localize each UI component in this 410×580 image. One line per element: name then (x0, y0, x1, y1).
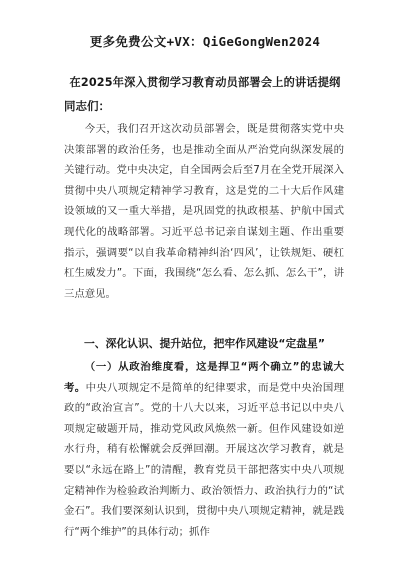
promo-header: 更多免费公文+VX：QiGeGongWen2024 (89, 34, 321, 49)
subsection-one-paragraph (64, 357, 344, 542)
intro-paragraph: 今天，我们召开这次动员部署会，既是贯彻落实党中央决策部署的政治任务，也是推动全面从严治党向纵深发展的关键行动。党中央决定，自全国两会后至7月在全党开展深入贯彻中央八项规定精神学习教育，这是党的二十大后作风建设领域的又一重大举措，是巩固党的执政根基、护航中国式现代化的战略部署。习近平总书记亲自谋划主题、作出重要指示，强调要“以自我革命精神纠治‘四风’，让铁规矩、硬杠杠生威发力”。下面，我围绕“怎么看、怎么抓、怎么干”，讲三点意见。 (64, 123, 344, 300)
salutation: 同志们： (64, 99, 110, 113)
subsection-one-heading: （一）从政治维度看，这是捍卫“两个确立”的忠诚大考。 (64, 361, 344, 394)
document-title: 在2025年深入贯彻学习教育动员部署会上的讲话提纲 (69, 76, 341, 89)
section-heading-one: 一、深化认识、提升站位，把牢作风建设“定盘星” (84, 337, 325, 350)
subsection-one-body: 中央八项规定不是简单的纪律要求，而是党中央治国理政的“政治宣言”。党的十八大以来，习近平总书记以中央八项规定破题开局，推动党风政风焕然一新。但作风建设如逆水行舟，稍有松懈就会反弹回潮。开展这次学习教育，就是要以“永远在路上”的清醒，教育党员干部把落实中央八项规定精神作为检验政治判断力、政治领悟力、政治执行力的“试金石”。我们要深刻认识到，贯彻中央八项规定精神，就是践行“两个维护”的具体行动；抓作 (64, 381, 345, 538)
